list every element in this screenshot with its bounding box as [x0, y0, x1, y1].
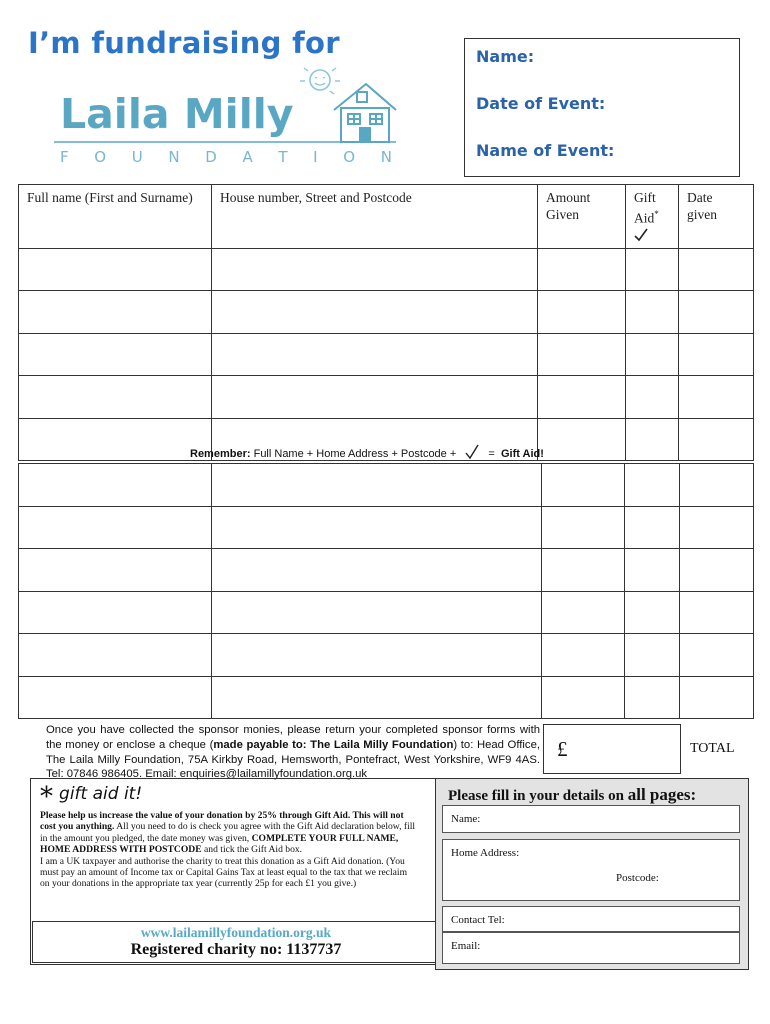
- address-cell[interactable]: [212, 291, 538, 334]
- giftaid-cell[interactable]: [625, 506, 680, 549]
- fundraiser-name-label: Name:: [476, 47, 535, 66]
- giftaid-cell[interactable]: [626, 418, 679, 461]
- address-cell[interactable]: [212, 634, 542, 677]
- postcode-label: Postcode:: [616, 872, 659, 884]
- website-link[interactable]: www.lailamillyfoundation.org.uk: [140, 925, 332, 940]
- address-cell[interactable]: [212, 591, 542, 634]
- giftaid-cell[interactable]: [625, 634, 680, 677]
- tick-icon: [465, 444, 479, 460]
- table-row[interactable]: [19, 634, 754, 677]
- details-address-field[interactable]: Home Address: Postcode:: [442, 839, 740, 901]
- giftaid-cell[interactable]: [626, 248, 679, 291]
- name-cell[interactable]: [19, 676, 212, 719]
- name-cell[interactable]: [19, 549, 212, 592]
- address-cell[interactable]: [212, 549, 542, 592]
- tick-icon: [634, 228, 648, 242]
- address-cell[interactable]: [212, 506, 542, 549]
- table-row[interactable]: [19, 464, 754, 507]
- amount-cell[interactable]: [542, 549, 625, 592]
- logo-subtitle: F O U N D A T I O N: [60, 148, 392, 166]
- amount-cell[interactable]: [538, 291, 626, 334]
- col-amount: Amount Given: [538, 185, 626, 249]
- date-cell[interactable]: [680, 464, 754, 507]
- table-row[interactable]: [19, 291, 754, 334]
- date-cell[interactable]: [680, 676, 754, 719]
- date-cell[interactable]: [679, 291, 754, 334]
- event-info-box: [464, 38, 740, 177]
- name-cell[interactable]: [19, 418, 212, 461]
- name-cell[interactable]: [19, 634, 212, 677]
- address-cell[interactable]: [212, 676, 542, 719]
- giftaid-cell[interactable]: [625, 549, 680, 592]
- giftaid-cell[interactable]: [626, 376, 679, 419]
- amount-cell[interactable]: [542, 506, 625, 549]
- giftaid-cell[interactable]: [626, 333, 679, 376]
- date-cell[interactable]: [680, 549, 754, 592]
- col-giftaid: Gift Aid*: [626, 185, 679, 249]
- table-row[interactable]: [19, 248, 754, 291]
- address-cell[interactable]: [212, 464, 542, 507]
- col-date: Date given: [679, 185, 754, 249]
- giftaid-cell[interactable]: [625, 676, 680, 719]
- address-cell[interactable]: [212, 333, 538, 376]
- name-cell[interactable]: [19, 464, 212, 507]
- house-icon: [334, 84, 396, 142]
- amount-cell[interactable]: [542, 676, 625, 719]
- name-cell[interactable]: [19, 291, 212, 334]
- sun-icon: [300, 66, 340, 94]
- registered-charity: Registered charity no: 1137737: [130, 941, 342, 958]
- date-cell[interactable]: [679, 418, 754, 461]
- reminder-note: Remember: Full Name + Home Address + Postcode + = Gift Aid!: [190, 444, 544, 460]
- giftaid-cell[interactable]: [625, 464, 680, 507]
- amount-cell[interactable]: [538, 376, 626, 419]
- table-row[interactable]: [19, 376, 754, 419]
- date-cell[interactable]: [680, 506, 754, 549]
- gift-aid-declaration: Please help us increase the value of your donation by 25% through Gift Aid. This will not cost you anything. All you need to do is check you agree with the Gift Aid declaration below, fill in the amount you pledged, the date money was given, COMPLETE YOUR FULL NAME, HOME ADDRESS WITH POSTCODE and tick the Gift Aid box. I am a UK taxpayer and authorise the charity to treat this donation as a Gift Aid donation. (You must pay an amount of Income tax or Capital Gains Tax at least equal to the tax that we reclaim on your donations in the appropriate tax year (currently 25p for each £1 you give.): [40, 810, 416, 890]
- name-cell[interactable]: [19, 591, 212, 634]
- table-row[interactable]: [19, 549, 754, 592]
- page-heading: I’m fundraising for: [28, 26, 340, 60]
- amount-cell[interactable]: [542, 591, 625, 634]
- amount-cell[interactable]: [538, 333, 626, 376]
- details-tel-field[interactable]: Contact Tel:: [442, 906, 740, 932]
- amount-cell[interactable]: [538, 418, 626, 461]
- date-cell[interactable]: [679, 376, 754, 419]
- event-name-label: Name of Event:: [476, 141, 615, 160]
- date-cell[interactable]: [679, 333, 754, 376]
- address-cell[interactable]: [212, 248, 538, 291]
- address-cell[interactable]: [212, 376, 538, 419]
- table-row[interactable]: [19, 591, 754, 634]
- table-row[interactable]: [19, 333, 754, 376]
- details-title: Please fill in your details on all pages:: [448, 785, 697, 804]
- sponsor-table-top: [18, 184, 754, 461]
- name-cell[interactable]: [19, 376, 212, 419]
- details-name-field[interactable]: Name:: [442, 805, 740, 833]
- name-cell[interactable]: [19, 333, 212, 376]
- table-row[interactable]: [19, 676, 754, 719]
- giftaid-cell[interactable]: [626, 291, 679, 334]
- sponsor-table-bottom: [18, 463, 754, 719]
- table-header: [19, 185, 754, 249]
- event-date-label: Date of Event:: [476, 94, 606, 113]
- date-cell[interactable]: [679, 248, 754, 291]
- name-cell[interactable]: [19, 506, 212, 549]
- col-address: House number, Street and Postcode: [212, 185, 538, 249]
- col-fullname: Full name (First and Surname): [19, 185, 212, 249]
- details-email-field[interactable]: Email:: [442, 932, 740, 964]
- name-cell[interactable]: [19, 248, 212, 291]
- gift-aid-title: * gift aid it!: [40, 782, 143, 812]
- return-instructions: Once you have collected the sponsor monies, please return your completed sponsor forms with the money or enclose a cheque (made payable to: The Laila Milly Foundation) to: Head Office, The Laila Milly Foundation, 75A Kirkby Road, Hemsworth, Pontefract, West Yorkshire, WF9 4AS. Tel: 07846 986405. Email: enquiries@lailamillyfoundation.org.uk: [46, 724, 540, 781]
- amount-cell[interactable]: [538, 248, 626, 291]
- currency-symbol: £: [557, 737, 568, 761]
- logo-name: Laila Milly: [60, 90, 294, 138]
- date-cell[interactable]: [680, 591, 754, 634]
- amount-cell[interactable]: [542, 464, 625, 507]
- date-cell[interactable]: [680, 634, 754, 677]
- amount-cell[interactable]: [542, 634, 625, 677]
- table-row[interactable]: [19, 506, 754, 549]
- total-label: TOTAL: [690, 741, 735, 756]
- giftaid-cell[interactable]: [625, 591, 680, 634]
